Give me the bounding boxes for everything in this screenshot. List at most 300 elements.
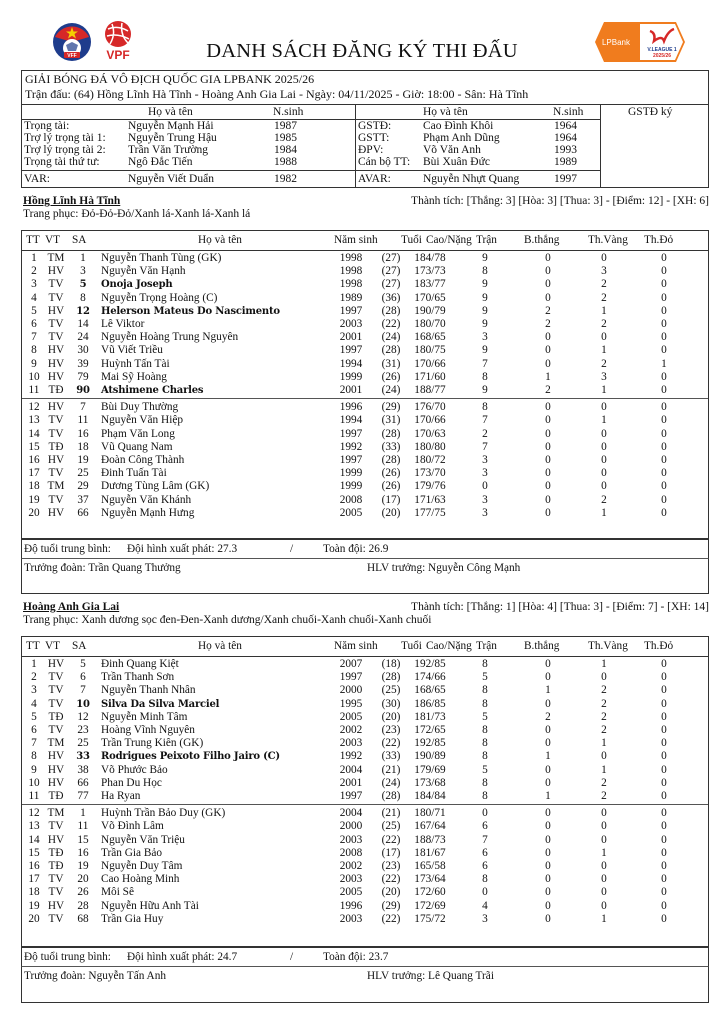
player-year: 1994: [339, 357, 363, 370]
player-sa: 16: [77, 427, 89, 440]
player-hw: 183/77: [414, 278, 446, 291]
player-apps: 8: [482, 776, 488, 789]
player-yellow: 1: [601, 763, 607, 776]
col-yellow: Th.Vàng: [588, 234, 628, 246]
player-sa: 10: [76, 698, 90, 710]
player-age: (26): [381, 480, 401, 493]
player-goals: 0: [545, 493, 551, 506]
player-row: [22, 807, 708, 820]
player-row: [22, 834, 708, 847]
player-year: 1994: [339, 414, 363, 427]
player-red: 0: [661, 671, 667, 684]
player-vt: HV: [47, 304, 65, 317]
player-hw: 180/70: [414, 318, 446, 330]
player-age: (24): [381, 776, 401, 789]
player-age: (28): [381, 671, 401, 684]
team-name: Hoàng Anh Gia Lai: [23, 601, 120, 613]
player-red: 0: [661, 467, 667, 480]
player-sa: 12: [77, 710, 89, 723]
player-apps: 9: [482, 291, 488, 304]
player-goals: 0: [545, 467, 551, 480]
player-vt: TV: [48, 318, 64, 330]
player-sa: 77: [77, 790, 89, 802]
team-kit: Trang phục: Xanh dương sọc đen-Đen-Xanh dương/Xanh chuối-Xanh chuối-Xanh chuối: [23, 614, 432, 626]
player-yellow: 1: [601, 846, 607, 859]
player-apps: 5: [482, 763, 488, 776]
player-goals: 0: [545, 414, 551, 427]
player-red: 0: [661, 401, 667, 414]
player-name: Trần Trung Kiên (GK): [101, 737, 204, 750]
player-red: 0: [661, 737, 667, 750]
player-hw: 180/71: [414, 807, 446, 820]
col-age: Tuổi: [401, 234, 422, 246]
player-goals: 0: [545, 671, 551, 684]
player-sa: 16: [77, 846, 89, 859]
player-goals: 0: [545, 776, 551, 789]
player-apps: 8: [482, 370, 488, 383]
player-tt: 15: [28, 440, 40, 453]
player-row: [22, 777, 708, 790]
player-goals: 0: [545, 265, 551, 278]
player-apps: 8: [482, 658, 488, 670]
player-yellow: 0: [601, 820, 607, 833]
player-vt: TĐ: [48, 440, 64, 453]
player-year: 1992: [339, 440, 363, 453]
player-year: 1997: [339, 790, 363, 802]
player-hw: 172/65: [414, 724, 446, 736]
player-vt: TĐ: [48, 846, 64, 859]
player-sa: 90: [76, 385, 90, 396]
player-tt: 19: [28, 493, 40, 506]
player-age: (30): [381, 697, 401, 710]
player-year: 2005: [339, 506, 363, 519]
player-vt: TM: [47, 737, 65, 750]
player-vt: TV: [48, 493, 64, 506]
svg-text:V.LEAGUE 1: V.LEAGUE 1: [647, 47, 677, 53]
player-red: 0: [661, 493, 667, 506]
player-row: [22, 305, 708, 318]
player-yellow: 2: [601, 710, 607, 723]
player-hw: 179/69: [414, 763, 446, 776]
player-row: [22, 454, 708, 467]
player-name: Trần Gia Huy: [101, 912, 164, 925]
player-tt: 2: [31, 265, 37, 278]
player-year: 2003: [339, 912, 363, 925]
player-name: Môi Sê: [101, 886, 134, 899]
player-goals: 0: [545, 724, 551, 736]
player-goals: 1: [545, 750, 551, 763]
player-age: (28): [381, 427, 401, 440]
player-age: (22): [381, 912, 401, 925]
player-sa: 29: [77, 480, 89, 493]
player-name: Nguyễn Văn Hạnh: [101, 265, 186, 278]
player-red: 0: [661, 414, 667, 427]
player-sa: 26: [77, 886, 89, 899]
col-tt: TT: [26, 640, 40, 652]
player-hw: 174/66: [414, 671, 446, 684]
player-tt: 8: [31, 750, 37, 763]
player-tt: 8: [31, 344, 37, 357]
officials-header: Họ và tên N.sinh Họ và tên N.sinh GSTĐ ký: [148, 106, 673, 118]
player-vt: TV: [48, 873, 64, 886]
player-apps: 3: [482, 467, 488, 480]
player-name: Nguyễn Duy Tâm: [101, 860, 183, 872]
player-sa: 30: [77, 344, 89, 357]
player-apps: 6: [482, 860, 488, 872]
player-yellow: 0: [601, 440, 607, 453]
player-sa: 24: [77, 331, 89, 344]
player-hw: 175/72: [414, 912, 446, 925]
player-tt: 13: [28, 414, 40, 427]
player-red: 0: [661, 873, 667, 886]
player-vt: HV: [47, 899, 65, 912]
player-goals: 0: [545, 291, 551, 304]
player-red: 0: [661, 291, 667, 304]
player-hw: 184/84: [414, 790, 446, 802]
player-tt: 20: [28, 912, 40, 925]
player-year: 1996: [339, 899, 363, 912]
player-name: Đinh Quang Kiệt: [101, 658, 179, 670]
player-age: (29): [381, 899, 401, 912]
player-year: 2002: [339, 860, 363, 872]
player-name: Helerson Mateus Do Nascimento: [101, 305, 280, 317]
player-vt: TV: [48, 724, 64, 736]
player-apps: 0: [482, 480, 488, 493]
player-tt: 3: [31, 278, 37, 291]
official-row: Trọng tài thứ tư: Ngô Đắc Tiến 1988 Cán bộ TT: Bùi Xuân Đức 1989: [24, 156, 577, 168]
player-vt: HV: [47, 265, 65, 278]
player-row: [22, 913, 708, 926]
player-apps: 3: [482, 331, 488, 344]
player-apps: 8: [482, 697, 488, 710]
player-tt: 11: [28, 384, 40, 396]
player-tt: 5: [31, 304, 37, 317]
player-year: 1997: [339, 454, 363, 466]
player-tt: 16: [28, 454, 40, 466]
player-age: (24): [381, 384, 401, 396]
player-yellow: 1: [601, 658, 607, 670]
player-red: 0: [661, 331, 667, 344]
player-apps: 3: [482, 493, 488, 506]
average-age-home: Độ tuổi trung bình: Đội hình xuất phát: 27.3 / Toàn đội: 26.9: [21, 539, 709, 559]
player-year: 2003: [339, 873, 363, 886]
player-yellow: 2: [601, 790, 607, 802]
player-year: 1995: [339, 697, 363, 710]
player-sa: 12: [76, 305, 90, 317]
player-name: Trần Thanh Sơn: [101, 671, 175, 684]
col-red: Th.Đỏ: [644, 234, 674, 246]
player-apps: 3: [482, 912, 488, 925]
col-apps: Trận: [476, 234, 497, 246]
player-goals: 0: [545, 331, 551, 344]
player-vt: HV: [47, 763, 65, 776]
player-tt: 5: [31, 710, 37, 723]
player-sa: 79: [77, 370, 89, 383]
player-yellow: 0: [601, 671, 607, 684]
official-row: Trợ lý trọng tài 2: Trần Văn Trường 1984 ĐPV: Võ Văn Anh 1993: [24, 144, 577, 156]
roster-header: [22, 234, 708, 247]
player-row: [22, 684, 708, 697]
col-sa: SA: [72, 234, 87, 246]
player-vt: TĐ: [48, 790, 64, 802]
player-sa: 20: [77, 873, 89, 886]
player-hw: 188/73: [414, 833, 446, 846]
player-row: [22, 764, 708, 777]
player-year: 2001: [339, 384, 363, 396]
player-age: (22): [381, 318, 401, 330]
svg-text:VPF: VPF: [106, 48, 130, 62]
player-year: 1998: [339, 252, 363, 264]
player-tt: 10: [28, 776, 40, 789]
player-row: [22, 900, 708, 913]
player-hw: 167/64: [414, 820, 446, 833]
player-goals: 2: [545, 304, 551, 317]
player-name: Trần Gia Bảo: [101, 846, 163, 859]
team-record: Thành tích: [Thắng: 1] [Hòa: 4] [Thua: 3] - [Điểm: 7] - [XH: 14]: [411, 601, 709, 613]
player-tt: 4: [31, 291, 37, 304]
player-hw: 181/67: [414, 846, 446, 859]
roster-header: [22, 640, 708, 653]
player-sa: 11: [77, 414, 89, 427]
player-sa: 3: [80, 265, 86, 278]
player-name: Nguyễn Thanh Nhân: [101, 684, 196, 697]
roster-table-away: [21, 636, 709, 947]
player-apps: 9: [482, 304, 488, 317]
player-name: Nguyễn Văn Triệu: [101, 833, 185, 846]
player-row: [22, 820, 708, 833]
player-yellow: 0: [601, 873, 607, 886]
player-vt: TM: [47, 480, 65, 493]
player-goals: 0: [545, 480, 551, 493]
player-name: Dương Tùng Lâm (GK): [101, 480, 210, 493]
player-red: 0: [661, 278, 667, 291]
player-row: [22, 860, 708, 873]
player-sa: 8: [80, 291, 86, 304]
player-tt: 7: [31, 331, 37, 344]
player-apps: 7: [482, 833, 488, 846]
player-red: 0: [661, 886, 667, 899]
player-year: 2002: [339, 724, 363, 736]
player-name: Võ Phước Bảo: [101, 763, 168, 776]
player-year: 2007: [339, 658, 363, 670]
player-vt: TĐ: [48, 384, 64, 396]
player-row: [22, 331, 708, 344]
player-row: [22, 414, 708, 427]
player-name: Võ Đình Lâm: [101, 820, 164, 833]
player-sa: 15: [77, 833, 89, 846]
col-year: Năm sinh: [334, 640, 378, 652]
player-year: 1989: [339, 291, 363, 304]
player-row: [22, 292, 708, 305]
svg-text:VFF: VFF: [67, 53, 77, 59]
player-hw: 173/70: [414, 467, 446, 480]
team-record: Thành tích: [Thắng: 3] [Hòa: 3] [Thua: 3] - [Điểm: 12] - [XH: 6]: [411, 195, 709, 207]
player-yellow: 0: [601, 899, 607, 912]
player-vt: TV: [48, 697, 64, 710]
player-name: Nguyễn Thanh Tùng (GK): [101, 252, 222, 264]
player-hw: 170/65: [414, 291, 446, 304]
player-age: (20): [381, 886, 401, 899]
player-goals: 0: [545, 401, 551, 414]
player-goals: 0: [545, 454, 551, 466]
player-tt: 4: [31, 697, 37, 710]
player-yellow: 2: [601, 776, 607, 789]
team-kit: Trang phục: Đỏ-Đỏ-Đỏ/Xanh lá-Xanh lá-Xanh lá: [23, 208, 251, 220]
player-red: 0: [661, 265, 667, 278]
player-year: 1992: [339, 750, 363, 763]
player-tt: 1: [31, 252, 37, 264]
player-age: (33): [381, 750, 401, 763]
player-goals: 1: [545, 684, 551, 697]
player-apps: 6: [482, 820, 488, 833]
player-red: 0: [661, 506, 667, 519]
col-sa: SA: [72, 640, 87, 652]
player-red: 0: [661, 776, 667, 789]
player-row: [22, 265, 708, 278]
player-vt: TM: [47, 807, 65, 820]
player-sa: 14: [77, 318, 89, 330]
player-age: (28): [381, 454, 401, 466]
player-yellow: 3: [601, 370, 607, 383]
player-year: 2000: [339, 684, 363, 697]
player-goals: 2: [545, 384, 551, 396]
player-age: (20): [381, 710, 401, 723]
player-age: (23): [381, 860, 401, 872]
col-height-weight: Cao/Nặng: [426, 640, 472, 652]
player-age: (20): [381, 506, 401, 519]
player-tt: 20: [28, 506, 40, 519]
player-apps: 3: [482, 454, 488, 466]
player-tt: 14: [28, 833, 40, 846]
player-year: 2003: [339, 833, 363, 846]
player-year: 1999: [339, 480, 363, 493]
col-red: Th.Đỏ: [644, 640, 674, 652]
player-yellow: 3: [601, 265, 607, 278]
player-goals: 0: [545, 658, 551, 670]
player-vt: TĐ: [48, 860, 64, 872]
player-row: [22, 873, 708, 886]
player-yellow: 1: [601, 344, 607, 357]
player-goals: 1: [545, 790, 551, 802]
player-hw: 192/85: [414, 658, 446, 670]
player-age: (22): [381, 833, 401, 846]
col-goals: B.thắng: [524, 640, 560, 652]
player-name: Bùi Duy Thường: [101, 401, 179, 414]
player-vt: TV: [48, 427, 64, 440]
player-yellow: 1: [601, 414, 607, 427]
match-info: Trận đấu: (64) Hồng Lĩnh Hà Tĩnh - Hoàng Anh Gia Lai - Ngày: 04/11/2025 - Giờ: 18:00 - Sân: Hà Tĩnh: [25, 87, 529, 101]
player-name: Ha Ryan: [101, 790, 141, 802]
player-tt: 13: [28, 820, 40, 833]
player-sa: 19: [77, 454, 89, 466]
player-name: Huỳnh Trần Bảo Duy (GK): [101, 807, 226, 820]
player-yellow: 0: [601, 833, 607, 846]
col-age: Tuổi: [401, 640, 422, 652]
player-red: 0: [661, 750, 667, 763]
player-red: 0: [661, 763, 667, 776]
player-name: Huỳnh Tấn Tài: [101, 357, 170, 370]
player-hw: 180/80: [414, 440, 446, 453]
player-yellow: 1: [601, 506, 607, 519]
player-sa: 5: [79, 279, 87, 291]
player-sa: 6: [80, 671, 86, 684]
player-age: (31): [381, 357, 401, 370]
col-name: Họ và tên: [198, 640, 242, 652]
col-year: Năm sinh: [334, 234, 378, 246]
player-vt: TV: [48, 278, 64, 291]
player-vt: HV: [47, 370, 65, 383]
player-year: 1998: [339, 265, 363, 278]
player-row: [22, 847, 708, 860]
player-sa: 1: [80, 807, 86, 820]
player-red: 0: [661, 658, 667, 670]
player-name: Atshimene Charles: [101, 385, 204, 396]
player-goals: 0: [545, 899, 551, 912]
player-row: [22, 428, 708, 441]
player-name: Đinh Tuấn Tài: [101, 467, 167, 480]
player-yellow: 0: [601, 886, 607, 899]
player-vt: HV: [47, 833, 65, 846]
player-vt: HV: [47, 776, 65, 789]
player-name: Nguyễn Hữu Anh Tài: [101, 899, 199, 912]
player-row: [22, 467, 708, 480]
player-sa: 7: [80, 401, 86, 414]
player-vt: TV: [48, 912, 64, 925]
player-goals: 0: [545, 344, 551, 357]
player-year: 1997: [339, 344, 363, 357]
player-apps: 8: [482, 873, 488, 886]
player-year: 2008: [339, 493, 363, 506]
player-goals: 0: [545, 357, 551, 370]
player-goals: 0: [545, 737, 551, 750]
player-row: [22, 358, 708, 371]
official-row: Trợ lý trọng tài 1: Nguyễn Trung Hậu 1985 GSTT: Phạm Anh Dũng 1964: [24, 132, 577, 144]
player-red: 0: [661, 684, 667, 697]
player-row: [22, 671, 708, 684]
player-year: 2004: [339, 763, 363, 776]
player-age: (22): [381, 737, 401, 750]
player-goals: 2: [545, 710, 551, 723]
competition-info: [21, 70, 709, 104]
player-apps: 9: [482, 278, 488, 291]
player-red: 0: [661, 860, 667, 872]
player-yellow: 1: [601, 304, 607, 317]
player-vt: TM: [47, 252, 65, 264]
player-goals: 0: [545, 886, 551, 899]
player-goals: 0: [545, 846, 551, 859]
player-age: (25): [381, 820, 401, 833]
player-age: (27): [381, 278, 401, 291]
staff-away: Trưởng đoàn: Nguyễn Tấn Anh HLV trưởng: Lê Quang Trãi: [21, 966, 709, 1003]
player-goals: 0: [545, 252, 551, 264]
player-red: 0: [661, 833, 667, 846]
player-red: 0: [661, 454, 667, 466]
svg-text:2025/26: 2025/26: [652, 53, 672, 59]
player-year: 1999: [339, 370, 363, 383]
player-hw: 179/76: [414, 480, 446, 493]
player-yellow: 2: [601, 493, 607, 506]
staff-home: Trưởng đoàn: Trần Quang Thưởng HLV trưởng: Nguyễn Công Mạnh: [21, 558, 709, 594]
starters-subs-divider: [22, 804, 708, 805]
player-tt: 18: [28, 480, 40, 493]
col-height-weight: Cao/Nặng: [426, 234, 472, 246]
player-red: 0: [661, 820, 667, 833]
player-age: (18): [381, 658, 401, 670]
player-tt: 6: [31, 724, 37, 736]
player-hw: 180/75: [414, 344, 446, 357]
player-hw: 176/70: [414, 401, 446, 414]
player-yellow: 0: [601, 860, 607, 872]
